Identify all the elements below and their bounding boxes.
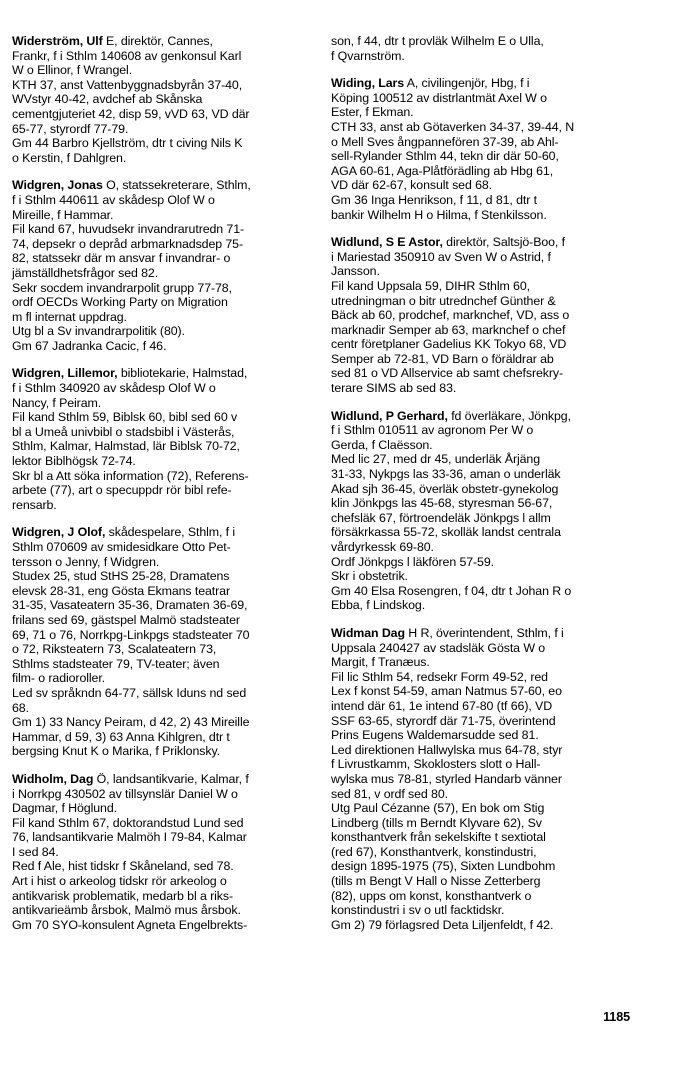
line-text: VD där 62-67, konsult sed 68. <box>331 178 493 193</box>
line-text: Fil kand Sthlm 67, doktorandstud Lund sed <box>12 815 244 830</box>
entry-line <box>12 396 312 411</box>
entry-line <box>331 555 627 570</box>
entry-line <box>12 92 312 107</box>
line-text: o 72, Riksteatern 73, Scalateatern 73, <box>12 642 217 657</box>
entry-line <box>331 91 627 106</box>
line-text: Ö, landsantikvarie, Kalmar, f <box>93 771 249 786</box>
entry-line <box>331 641 627 656</box>
biography-entry <box>12 772 312 933</box>
entry-line <box>331 801 627 816</box>
line-text: Dagmar, f Höglund. <box>12 801 117 816</box>
entry-line <box>331 279 627 294</box>
line-text: o Kerstin, f Dahlgren. <box>12 150 127 165</box>
person-name: Widing, Lars <box>331 76 405 91</box>
line-text: wylska mus 78-81, styrled Handarb vänner <box>331 771 562 786</box>
biography-entry <box>12 366 312 512</box>
line-text: ordf OECDs Working Party on Migration <box>12 295 228 310</box>
line-text: konstindustri i sv o utl facktidskr. <box>331 903 505 918</box>
line-text: direktör, Saltsjö-Boo, f <box>442 235 565 250</box>
entry-line <box>12 845 312 860</box>
entry-line <box>12 381 312 396</box>
line-text: E, direktör, Cannes, <box>102 34 213 48</box>
entry-line <box>12 671 312 686</box>
line-text: Frankr, f i Sthlm 140608 av genkonsul Karl <box>12 48 242 63</box>
entry-line <box>12 339 312 354</box>
entry-line <box>331 381 627 396</box>
entry-line <box>331 772 627 787</box>
biography-entry <box>331 76 627 222</box>
line-text: Skr i obstetrik. <box>331 569 408 584</box>
line-text: Margit, f Tranæus. <box>331 655 430 670</box>
line-text: sed 81 o VD Allservice ab samt chefsrekry- <box>331 366 564 381</box>
right-column <box>331 34 627 945</box>
biography-entry <box>331 409 627 613</box>
entry-line <box>331 874 627 889</box>
entry-line <box>12 63 312 78</box>
entry-line <box>12 34 312 49</box>
entry-line <box>331 164 627 179</box>
entry-line <box>12 859 312 874</box>
entry-line <box>331 208 627 223</box>
entry-line <box>12 584 312 599</box>
line-text: f i Sthlm 010511 av agronom Per W o <box>331 423 534 438</box>
line-text: I sed 84. <box>12 844 59 859</box>
entry-line <box>12 830 312 845</box>
line-text: arbete (77), art o specuppdr rör bibl refe- <box>12 483 232 498</box>
entry-line <box>331 264 627 279</box>
line-text: (tills m Bengt V Hall o Nisse Zetterberg <box>331 874 541 889</box>
entry-line <box>331 655 627 670</box>
entry-line <box>12 49 312 64</box>
entry-line <box>12 78 312 93</box>
line-text: Ordf Jönkpgs l läkfören 57-59. <box>331 554 494 569</box>
entry-line <box>331 452 627 467</box>
line-text: försäkrkassa 55-72, skolläk landst centrala <box>331 525 561 540</box>
line-text: Semper ab 72-81, VD Barn o föräldrar ab <box>331 351 554 366</box>
entry-line <box>331 178 627 193</box>
entry-line <box>331 496 627 511</box>
entry-line <box>331 787 627 802</box>
entry-line <box>331 323 627 338</box>
line-text: antikvarieämb årsbok, Malmö mus årsbok. <box>12 903 241 918</box>
line-text: Mireille, f Hammar. <box>12 207 114 222</box>
line-text: Gm 40 Elsa Rosengren, f 04, dtr t Johan R o <box>331 583 572 598</box>
entry-line <box>12 730 312 745</box>
entry-line <box>12 613 312 628</box>
entry-line <box>331 409 627 424</box>
entry-line <box>12 874 312 889</box>
line-text: Skr bl a Att söka information (72), Referens- <box>12 468 249 483</box>
line-text: i Norrkpg 430502 av tillsynslär Daniel W o <box>12 786 238 801</box>
entry-line <box>331 830 627 845</box>
entry-line <box>12 772 312 787</box>
entry-line <box>12 628 312 643</box>
line-text: SSF 63-65, styrordf där 71-75, överintend <box>331 713 556 728</box>
entry-line <box>331 525 627 540</box>
entry-line <box>331 584 627 599</box>
entry-line <box>12 555 312 570</box>
entry-line <box>331 714 627 729</box>
entry-line <box>12 569 312 584</box>
line-text: fd överläkare, Jönkpg, <box>447 408 571 423</box>
line-text: f Livrustkamm, Skoklosters slott o Hall- <box>331 757 541 772</box>
entry-line <box>12 410 312 425</box>
entry-line <box>331 467 627 482</box>
person-name: Widgren, Lillemor, <box>12 366 118 381</box>
line-text: 65-77, styrordf 77-79. <box>12 121 129 136</box>
line-text: marknadir Semper ab 63, marknchef o chef <box>331 322 566 337</box>
line-text: centr företplaner Gadelius KK Tokyo 68, VD <box>331 337 567 352</box>
entry-line <box>331 250 627 265</box>
person-name: Widlund, S E Astor, <box>331 235 443 250</box>
line-text: Fil lic Sthlm 54, redsekr Form 49-52, red <box>331 669 548 684</box>
entry-line <box>12 193 312 208</box>
person-name: Widholm, Dag <box>12 771 94 786</box>
line-text: Studex 25, stud StHS 25-28, Dramatens <box>12 569 230 584</box>
entry-line <box>12 107 312 122</box>
entry-line <box>12 178 312 193</box>
line-text: bl a Umeå univbibl o stadsbibl i Västerås, <box>12 424 235 439</box>
entry-line <box>12 787 312 802</box>
entry-line <box>12 918 312 933</box>
entry-line <box>12 483 312 498</box>
line-text: klin Jönkpgs las 45-68, styresman 56-67, <box>331 496 553 511</box>
entry-line <box>331 423 627 438</box>
entry-line <box>12 222 312 237</box>
line-text: Gm 2) 79 förlagsred Deta Liljenfeldt, f 42. <box>331 917 554 932</box>
entry-line <box>12 366 312 381</box>
entry-line <box>331 366 627 381</box>
line-text: Köping 100512 av distrlantmät Axel W o <box>331 90 547 105</box>
entry-line <box>331 149 627 164</box>
line-text: Utg bl a Sv invandrarpolitik (80). <box>12 324 185 339</box>
entry-line <box>331 135 627 150</box>
entry-line <box>12 525 312 540</box>
entry-line <box>12 310 312 325</box>
line-text: 82, statssekr där m ansvar f invandrar- o <box>12 251 231 266</box>
entry-line <box>331 684 627 699</box>
entry-line <box>331 728 627 743</box>
entry-line <box>12 889 312 904</box>
entry-line <box>331 816 627 831</box>
line-text: Lex f konst 54-59, aman Natmus 57-60, eo <box>331 684 562 699</box>
line-text: (82), upps om konst, konsthantverk o <box>331 888 532 903</box>
line-text: film- o radioroller. <box>12 671 106 686</box>
entry-line <box>12 903 312 918</box>
line-text: AGA 60-61, Aga-Plåtförädling ab Hbg 61, <box>331 163 554 178</box>
entry-line <box>331 569 627 584</box>
person-name: Widman Dag <box>331 625 405 640</box>
entry-line <box>12 469 312 484</box>
biography-entry <box>331 34 627 63</box>
line-text: Akad sjh 36-45, överläk obstetr-gynekolog <box>331 481 559 496</box>
line-text: sell-Rylander Sthlm 44, tekn dir där 50-60, <box>331 149 559 164</box>
entry-line <box>331 699 627 714</box>
line-text: 76, landsantikvarie Malmöh I 79-84, Kalmar <box>12 830 247 845</box>
line-text: O, statssekreterare, Sthlm, <box>102 178 251 193</box>
line-text: CTH 33, anst ab Götaverken 34-37, 39-44, N <box>331 119 575 134</box>
line-text: WVstyr 40-42, avdchef ab Skånska <box>12 92 203 107</box>
entry-line <box>12 281 312 296</box>
line-text: 74, depsekr o depråd arbmarknadsdep 75- <box>12 236 243 251</box>
entry-line <box>12 122 312 137</box>
entry-line <box>12 208 312 223</box>
line-text: Fil kand Uppsala 59, DIHR Sthlm 60, <box>331 278 530 293</box>
entry-line <box>331 918 627 933</box>
entry-line <box>12 251 312 266</box>
line-text: W o Ellinor, f Wrangel. <box>12 63 133 78</box>
entry-line <box>331 352 627 367</box>
line-text: Gm 36 Inga Henrikson, f 11, d 81, dtr t <box>331 192 537 207</box>
entry-line <box>331 294 627 309</box>
entry-line <box>12 686 312 701</box>
line-text: Ebba, f Lindskog. <box>331 598 426 613</box>
entry-line <box>331 438 627 453</box>
line-text: elevsk 28-31, eng Gösta Ekmans teatrar <box>12 583 230 598</box>
entry-line <box>12 816 312 831</box>
line-text: lektor Biblhögsk 72-74. <box>12 454 136 469</box>
entry-line <box>12 295 312 310</box>
entry-line <box>331 193 627 208</box>
line-text: Sekr socdem invandrarpolit grupp 77-78, <box>12 280 232 295</box>
line-text: antikvarisk problematik, medarb bl a riks- <box>12 888 233 903</box>
line-text: Fil kand 67, huvudsekr invandrarutredn 71- <box>12 222 245 237</box>
line-text: skådespelare, Sthlm, f i <box>105 525 236 540</box>
entry-line <box>12 439 312 454</box>
entry-line <box>331 540 627 555</box>
line-text: Utg Paul Cézanne (57), En bok om Stig <box>331 801 545 816</box>
person-name: Widgren, J Olof, <box>12 525 106 540</box>
entry-line <box>12 425 312 440</box>
line-text: Red f Ale, hist tidskr f Skåneland, sed 78. <box>12 859 234 874</box>
entry-line <box>331 235 627 250</box>
entry-line <box>331 670 627 685</box>
line-text: Sthlms stadsteater 79, TV-teater; även <box>12 656 220 671</box>
entry-line <box>12 744 312 759</box>
line-text: bibliotekarie, Halmstad, <box>117 366 248 381</box>
line-text: Bäck ab 60, prodchef, marknchef, VD, ass o <box>331 308 570 323</box>
entry-line <box>12 657 312 672</box>
entry-line <box>12 642 312 657</box>
biography-entry <box>12 525 312 759</box>
line-text: Uppsala 240427 av stadsläk Gösta W o <box>331 640 546 655</box>
line-text: bankir Wilhelm H o Hilma, f Stenkilsson. <box>331 207 547 222</box>
person-name: Widlund, P Gerhard, <box>331 408 448 423</box>
biography-entry <box>331 626 627 932</box>
entry-line <box>331 889 627 904</box>
line-text: Jansson. <box>331 264 380 279</box>
entry-line <box>331 511 627 526</box>
line-text: rensarb. <box>12 497 57 512</box>
line-text: Ester, f Ekman. <box>331 105 414 120</box>
line-text: f Qvarnström. <box>331 48 405 63</box>
person-name: Widgren, Jonas <box>12 178 103 193</box>
line-text: Gm 1) 33 Nancy Peiram, d 42, 2) 43 Mireille <box>12 715 250 730</box>
entry-line <box>12 598 312 613</box>
entry-line <box>331 76 627 91</box>
line-text: terare SIMS ab sed 83. <box>331 381 457 396</box>
line-text: konsthantverk från sekelskifte t sextiotal <box>331 830 546 845</box>
line-text: 31-35, Vasateatern 35-36, Dramaten 36-69, <box>12 598 248 613</box>
line-text: Gm 70 SYO-konsulent Agneta Engelbrekts- <box>12 917 248 932</box>
line-text: Sthlm 070609 av smidesidkare Otto Pet- <box>12 540 231 554</box>
entry-line <box>331 598 627 613</box>
entry-line <box>331 757 627 772</box>
line-text: KTH 37, anst Vattenbyggnadsbyrån 37-40, <box>12 77 243 92</box>
line-text: H R, överintendent, Sthlm, f i <box>404 625 564 640</box>
entry-line <box>12 540 312 555</box>
line-text: Gm 67 Jadranka Cacic, f 46. <box>12 338 167 353</box>
line-text: Sthlm, Kalmar, Halmstad, lär Biblsk 70-72, <box>12 439 240 454</box>
person-name: Widerström, Ulf <box>12 34 103 48</box>
entry-line <box>331 105 627 120</box>
entry-line <box>12 266 312 281</box>
line-text: utredningman o bitr utrednchef Günther & <box>331 293 556 308</box>
entry-line <box>331 859 627 874</box>
line-text: f i Sthlm 340920 av skådesp Olof W o <box>12 381 216 396</box>
biography-entry <box>331 235 627 396</box>
line-text: Art i hist o arkeolog tidskr rör arkeolog o <box>12 874 227 889</box>
line-text: cementgjuteriet 42, disp 59, vVD 63, VD där <box>12 106 250 121</box>
line-text: Fil kand Sthlm 59, Biblsk 60, bibl sed 60 v <box>12 410 238 425</box>
entry-line <box>12 715 312 730</box>
line-text: sed 81, v ordf sed 80. <box>331 786 448 801</box>
entry-line <box>12 454 312 469</box>
biography-entry <box>12 34 312 165</box>
line-text: vårdyrkessk 69-80. <box>331 540 434 554</box>
line-text: chefsläk 67, förtroendeläk Jönkpgs l allm <box>331 510 551 525</box>
left-column <box>12 34 312 945</box>
line-text: o Mell Sves ångpannefören 37-39, ab Ahl- <box>331 134 559 149</box>
entry-line <box>12 324 312 339</box>
page-number: 1185 <box>603 1010 630 1024</box>
line-text: jämställdhetsfrågor sed 82. <box>12 265 159 280</box>
entry-line <box>331 34 627 49</box>
line-text: Gerda, f Claësson. <box>331 437 433 452</box>
line-text: Nancy, f Peiram. <box>12 395 102 410</box>
entry-line <box>331 482 627 497</box>
line-text: bergsing Knut K o Marika, f Priklonsky. <box>12 744 220 759</box>
entry-line <box>331 120 627 135</box>
line-text: tersson o Jenny, f Widgren. <box>12 554 160 569</box>
line-text: f i Sthlm 440611 av skådesp Olof W o <box>12 192 215 207</box>
line-text: Led sv språkndn 64-77, sällsk Iduns nd sed <box>12 685 247 700</box>
line-text: i Mariestad 350910 av Sven W o Astrid, f <box>331 249 551 264</box>
line-text: intend där 61, 1e intend 67-80 (tf 66), VD <box>331 698 553 713</box>
line-text: Hammar, d 59, 3) 63 Anna Kihlgren, dtr t <box>12 729 230 744</box>
line-text: Prins Eugens Waldemarsudde sed 81. <box>331 728 539 743</box>
entry-line <box>12 701 312 716</box>
entry-line <box>331 337 627 352</box>
entry-line <box>331 308 627 323</box>
entry-line <box>331 743 627 758</box>
entry-line <box>12 498 312 513</box>
entry-line <box>331 626 627 641</box>
line-text: 31-33, Nykpgs las 33-36, aman o underläk <box>331 467 561 482</box>
line-text: 68. <box>12 700 29 715</box>
line-text: design 1895-1975 (75), Sixten Lundbohm <box>331 859 556 874</box>
line-text: Led direktionen Hallwylska mus 64-78, styr <box>331 742 563 757</box>
line-text: (red 67), Konsthantverk, konstindustri, <box>331 844 537 859</box>
entry-line <box>12 151 312 166</box>
entry-line <box>331 49 627 64</box>
entry-line <box>331 845 627 860</box>
line-text: A, civilingenjör, Hbg, f i <box>404 76 530 91</box>
entry-line <box>331 903 627 918</box>
entry-line <box>12 237 312 252</box>
line-text: Med lic 27, med dr 45, underläk Årjäng <box>331 452 541 467</box>
line-text: Gm 44 Barbro Kjellström, dtr t civing Nils K <box>12 136 243 151</box>
line-text: 69, 71 o 76, Norrkpg-Linkpgs stadsteater 70 <box>12 627 250 642</box>
line-text: son, f 44, dtr t provläk Wilhelm E o Ulla, <box>331 34 544 48</box>
line-text: frilans sed 69, gästspel Malmö stadsteater <box>12 612 240 627</box>
line-text: m fl internat uppdrag. <box>12 309 127 324</box>
biography-entry <box>12 178 312 353</box>
line-text: Lindberg (tills m Berndt Klyvare 62), Sv <box>331 815 542 830</box>
entry-line <box>12 801 312 816</box>
entry-line <box>12 136 312 151</box>
